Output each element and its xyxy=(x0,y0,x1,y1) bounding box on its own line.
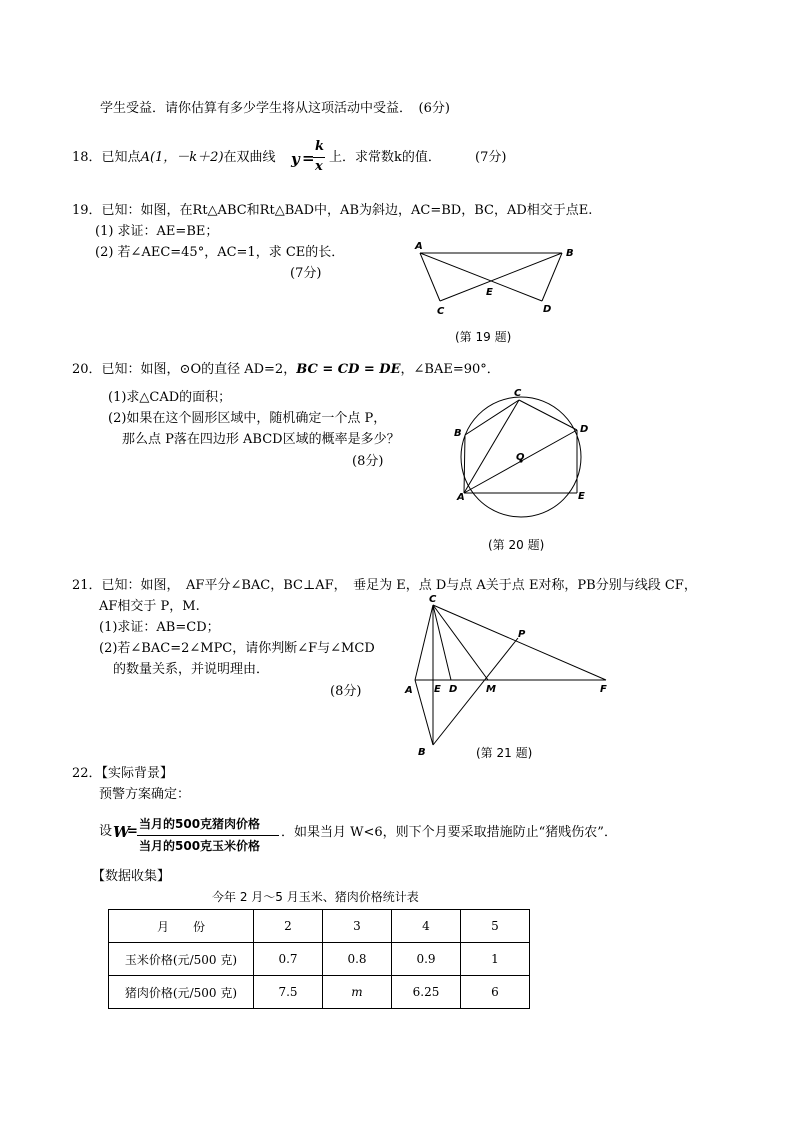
table-row xyxy=(109,976,530,1009)
q19-segment-cb xyxy=(440,253,562,301)
q20-segment-cd xyxy=(519,400,577,430)
q20-number: 20． xyxy=(72,362,102,377)
q22-bg-title: 【实际背景】 xyxy=(101,766,174,781)
q21-part1: (1)求证：AB=CD； xyxy=(99,620,220,635)
q19-label-b: B xyxy=(566,248,574,259)
q20-segment-ac xyxy=(464,400,519,493)
q18-fraction-bar xyxy=(313,157,325,158)
table-cell: 6 xyxy=(461,976,530,1009)
q18-text xyxy=(72,150,276,166)
q22-number: 22． xyxy=(72,766,102,781)
q21-stem-b: AF相交于 P，M. xyxy=(99,599,200,614)
q20-label-c: C xyxy=(514,388,522,399)
q22-denominator: 当月的500克玉米价格 xyxy=(139,839,261,853)
q21-label-e: E xyxy=(434,684,441,695)
q18-mid: 在双曲线 xyxy=(223,150,276,165)
q20-label-e: E xyxy=(578,491,585,502)
q18-suffix: 上．求常数k的值． xyxy=(329,150,441,165)
q19-figure xyxy=(410,238,585,323)
q21-label-f: F xyxy=(600,684,607,695)
q20-figure xyxy=(450,385,600,535)
q19-number: 19． xyxy=(72,203,102,218)
q21-number: 21． xyxy=(72,578,102,593)
q21-segment-ab xyxy=(415,680,433,745)
q19-label-a: A xyxy=(415,241,423,252)
price-table xyxy=(108,909,530,1009)
table-cell: 0.8 xyxy=(323,943,392,976)
table-cell: m xyxy=(323,976,392,1009)
table-header-cell: 4 xyxy=(392,910,461,943)
q22-plan: 预警方案确定： xyxy=(99,787,191,802)
q22-let: 设 xyxy=(99,824,113,839)
q22-fraction-bar xyxy=(137,835,279,836)
q20-label-b: B xyxy=(454,428,462,439)
q21-label-d: D xyxy=(449,684,458,695)
q18-x: x xyxy=(315,159,323,174)
q18-y: y xyxy=(291,150,300,168)
table-cell: 0.9 xyxy=(392,943,461,976)
q21-label-c: C xyxy=(429,594,437,605)
table-header-cell: 3 xyxy=(323,910,392,943)
table-cell: 0.7 xyxy=(254,943,323,976)
table-header-row xyxy=(109,910,530,943)
q21-caption: (第 21 题) xyxy=(476,746,533,760)
q18-score: (7分) xyxy=(475,150,507,165)
q21-label-b: B xyxy=(418,747,426,758)
table-cell: 7.5 xyxy=(254,976,323,1009)
table-row-label: 猪肉价格(元/500 克) xyxy=(109,976,254,1009)
q20-part1: (1)求△CAD的面积； xyxy=(108,390,232,405)
prev-question-tail: 学生受益．请你估算有多少学生将从这项活动中受益． (6分) xyxy=(100,101,450,116)
q19-stem xyxy=(72,203,592,219)
q22-w: W xyxy=(113,823,130,841)
q18-prefix: 已知点 xyxy=(101,150,141,165)
q21-stem-a-text: 已知：如图， AF平分∠BAC，BC⊥AF， 垂足为 E，点 D与点 A关于点 E对称，PB分别与线段 CF， xyxy=(101,578,697,593)
q20-label-a: A xyxy=(457,492,465,503)
q22-numerator: 当月的500克猪肉价格 xyxy=(139,817,261,831)
q20-segment-bc xyxy=(465,400,519,435)
q19-part1: (1) 求证：AE=BE； xyxy=(95,224,219,239)
table-row xyxy=(109,943,530,976)
q22-equals: = xyxy=(127,824,138,839)
q20-segment-ab xyxy=(464,435,465,493)
q18-point: A(1，－k＋2) xyxy=(140,150,224,165)
table-row-label: 玉米价格(元/500 克) xyxy=(109,943,254,976)
q19-score: (7分) xyxy=(290,266,322,281)
table-cell: 1 xyxy=(461,943,530,976)
q20-score: (8分) xyxy=(352,454,384,469)
q20-label-d: D xyxy=(580,424,589,435)
q21-segment-ca xyxy=(415,605,433,680)
q22-table-title: 今年 2 月～5 月玉米、猪肉价格统计表 xyxy=(212,890,419,904)
q21-segment-cm xyxy=(433,605,488,680)
q19-label-c: C xyxy=(437,306,445,317)
q18-number: 18． xyxy=(72,150,102,165)
q19-stem-text: 已知：如图，在Rt△ABC和Rt△BAD中，AB为斜边，AC=BD，BC，AD相交于点E. xyxy=(101,203,593,218)
q21-part2: (2)若∠BAC=2∠MPC，请你判断∠F与∠MCD xyxy=(99,641,375,656)
q19-part2: (2) 若∠AEC=45°，AC=1，求 CE的长． xyxy=(95,245,345,260)
q21-segment-cd xyxy=(433,605,451,680)
table-cell: 6.25 xyxy=(392,976,461,1009)
q20-part3: 那么点 P落在四边形 ABCD区域的概率是多少？ xyxy=(122,432,400,447)
q21-score: (8分) xyxy=(330,684,362,699)
q21-label-a: A xyxy=(405,685,413,696)
q20-part2: (2)如果在这个圆形区域中，随机确定一个点 P， xyxy=(108,411,387,426)
table-header-cell: 5 xyxy=(461,910,530,943)
q18-equals: = xyxy=(302,149,315,167)
q20-stem-a: 已知：如图，⊙O的直径 AD=2， xyxy=(101,362,297,377)
q21-label-m: M xyxy=(486,684,496,695)
q19-label-d: D xyxy=(543,304,552,315)
q20-stem-b: ，∠BAE=90°． xyxy=(400,362,500,377)
q21-label-p: P xyxy=(518,629,526,640)
q22-heading xyxy=(72,766,173,782)
q21-figure xyxy=(400,590,620,760)
q20-arcs: BC = CD = DE xyxy=(296,362,401,377)
q21-segment-cf xyxy=(433,605,606,680)
table-header-cell: 2 xyxy=(254,910,323,943)
q20-caption: (第 20 题) xyxy=(488,538,545,552)
q18-k: k xyxy=(315,139,325,154)
q20-stem xyxy=(72,362,500,378)
q22-data-title: 【数据收集】 xyxy=(92,869,171,884)
table-header-cell: 月 份 xyxy=(109,910,254,943)
q19-caption: (第 19 题) xyxy=(455,330,512,344)
q20-label-o: O xyxy=(516,452,525,463)
q22-after-text: ．如果当月 W<6，则下个月要采取措施防止“猪贱伤农”． xyxy=(281,825,617,840)
q19-label-e: E xyxy=(486,287,493,298)
q19-segment-ad xyxy=(420,253,542,301)
q21-part3: 的数量关系，并说明理由． xyxy=(113,662,270,677)
q21-segment-bp xyxy=(433,638,518,745)
